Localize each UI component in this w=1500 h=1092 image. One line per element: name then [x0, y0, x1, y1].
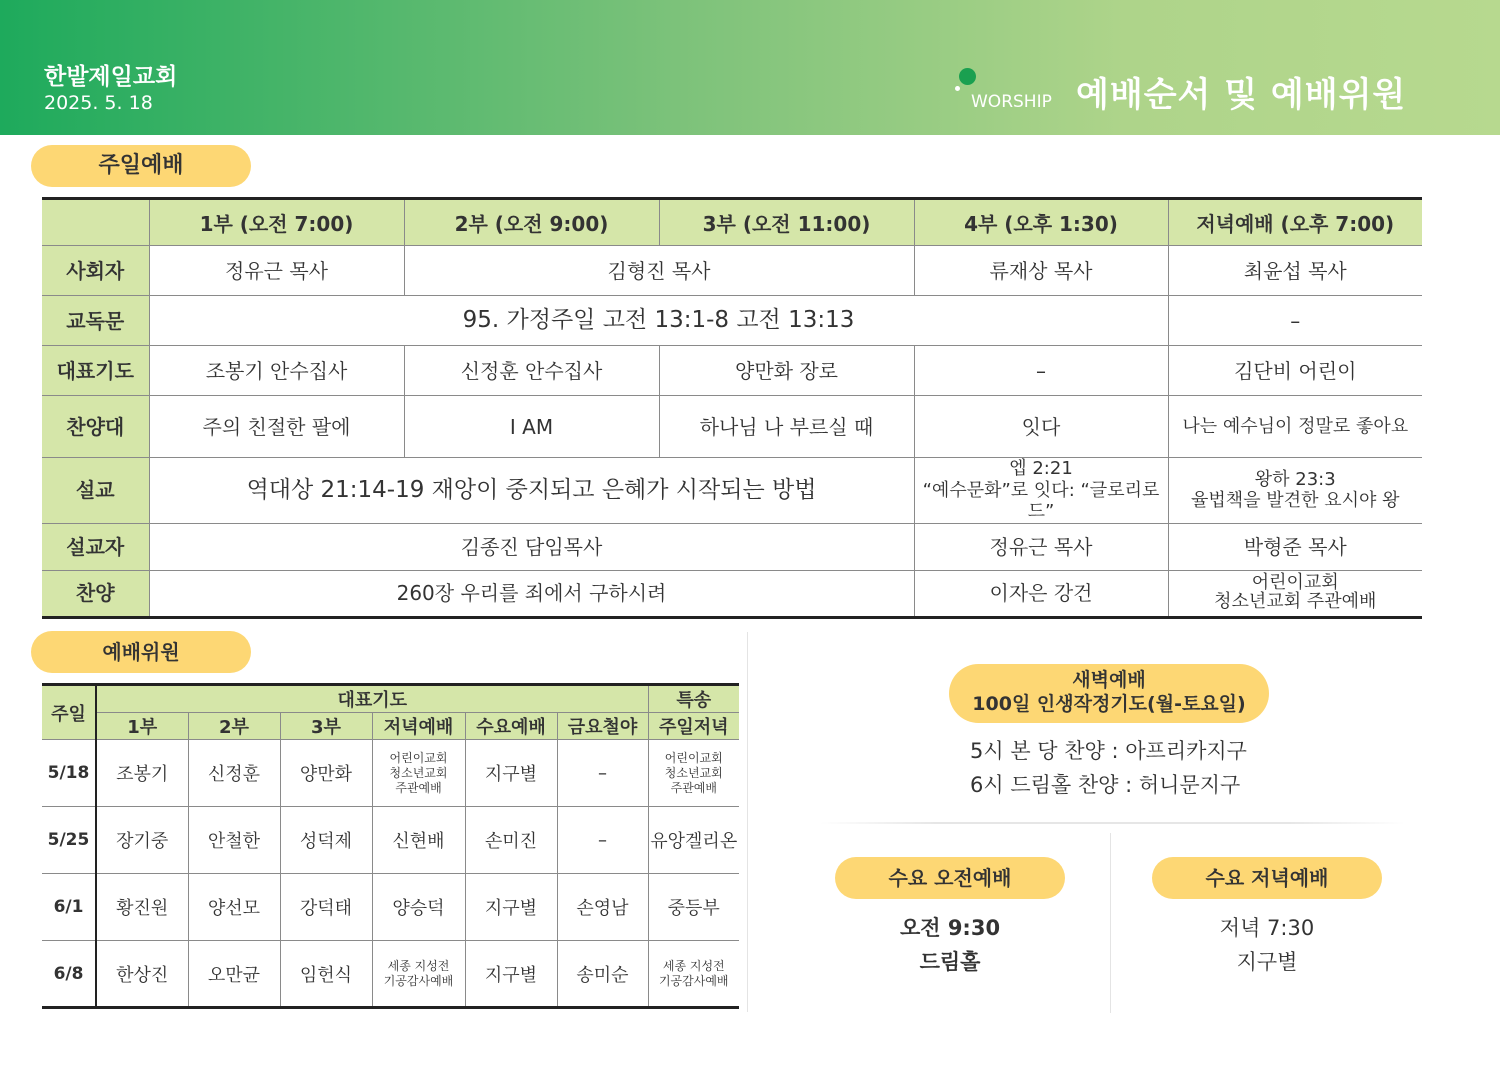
sunday-service-heading: 주일예배 [31, 145, 251, 187]
dawn-service-heading [949, 664, 1269, 723]
row-header: 교독문 [42, 296, 149, 346]
hymn-line: 어린이교회 [1251, 572, 1339, 594]
row-date: 5/25 [42, 807, 96, 874]
small-dot-icon [955, 86, 960, 91]
column-header: 대표기도 [96, 685, 648, 713]
table-row [42, 523, 1422, 570]
wed-morning-info [835, 912, 1065, 979]
table-header-row [42, 685, 739, 713]
service-time: 저녁 7:30 [1219, 916, 1315, 940]
worship-label: WORSHIP [971, 92, 1052, 112]
column-header: 2부 [188, 713, 280, 740]
wed-evening-heading: 수요 저녁예배 [1152, 857, 1382, 899]
table-cell: 김단비 어린이 [1168, 346, 1422, 396]
sermon-scripture: 엡 2:21 [1009, 458, 1073, 479]
cell-line: 청소년교회 [664, 765, 723, 780]
header-banner [0, 0, 1500, 135]
column-header: 1부 (오전 7:00) [149, 199, 404, 246]
table-header-row [42, 713, 739, 740]
column-header: 2부 (오전 9:00) [404, 199, 659, 246]
table-cell: – [1168, 296, 1422, 346]
table-cell: 황진원 [96, 874, 188, 941]
table-cell: 신정훈 [188, 740, 280, 807]
table-cell: 신현배 [372, 807, 465, 874]
column-header: 4부 (오후 1:30) [914, 199, 1168, 246]
sermon-scripture: 왕하 23:3 [1254, 468, 1336, 490]
cell-line: 세종 지성전 [662, 958, 725, 973]
sermon-title: 율법책을 발견한 요시야 왕 [1191, 490, 1400, 512]
committee-heading: 예배위원 [31, 631, 251, 673]
hymn-line: 청소년교회 주관예배 [1214, 591, 1377, 613]
column-header: 3부 [280, 713, 372, 740]
table-cell: 양선모 [188, 874, 280, 941]
table-cell: 이자은 강건 [914, 570, 1168, 617]
section-divider [820, 822, 1405, 824]
table-row [42, 346, 1422, 396]
table-cell: 지구별 [465, 740, 557, 807]
page-title: 예배순서 및 예배위원 [1076, 75, 1407, 115]
table-cell: 신정훈 안수집사 [404, 346, 659, 396]
row-header: 설교자 [42, 523, 149, 570]
column-header: 주일 [42, 685, 96, 740]
table-cell: 주의 친절한 팔에 [149, 396, 404, 458]
table-cell: – [557, 740, 648, 807]
row-header: 설교 [42, 458, 149, 524]
table-cell [372, 941, 465, 1008]
table-cell: 김종진 담임목사 [149, 523, 914, 570]
corner-cell [42, 199, 149, 246]
column-divider [747, 632, 748, 1012]
committee-table [42, 683, 739, 1009]
column-header: 수요예배 [465, 713, 557, 740]
table-cell: 하나님 나 부르실 때 [659, 396, 914, 458]
column-header: 저녁예배 [372, 713, 465, 740]
table-cell: – [914, 346, 1168, 396]
wed-evening-info [1152, 912, 1382, 979]
table-cell: 조봉기 [96, 740, 188, 807]
bulletin-date: 2025. 5. 18 [44, 92, 153, 114]
cell-line: 청소년교회 [389, 765, 448, 780]
service-place: 지구별 [1236, 949, 1298, 974]
table-cell: 안철한 [188, 807, 280, 874]
sermon-title: 역대상 21:14-19 재앙이 중지되고 은혜가 시작되는 방법 [149, 458, 914, 524]
cell-line: 어린이교회 [389, 750, 448, 765]
row-header: 대표기도 [42, 346, 149, 396]
table-cell: 조봉기 안수집사 [149, 346, 404, 396]
dawn-schedule-line: 5시 본 당 찬양 : 아프리카지구 [970, 739, 1247, 763]
cell-line: 기공감사예배 [383, 973, 454, 988]
table-cell: 양만화 장로 [659, 346, 914, 396]
table-cell: 정유근 목사 [149, 246, 404, 296]
cell-line: 주관예배 [670, 780, 717, 795]
table-cell: 박형준 목사 [1168, 523, 1422, 570]
column-divider [1110, 833, 1111, 1013]
table-cell: – [557, 807, 648, 874]
church-name: 한밭제일교회 [44, 64, 178, 90]
column-header: 3부 (오전 11:00) [659, 199, 914, 246]
table-cell: 성덕제 [280, 807, 372, 874]
dawn-subtitle: 100일 인생작정기도(월-토요일) [972, 692, 1246, 715]
sunday-service-table [42, 197, 1422, 619]
cell-line: 주관예배 [395, 780, 442, 795]
table-cell: 중등부 [648, 874, 739, 941]
table-cell: 지구별 [465, 941, 557, 1008]
column-header: 저녁예배 (오후 7:00) [1168, 199, 1422, 246]
cell-line: 기공감사예배 [658, 973, 729, 988]
column-header: 주일저녁 [648, 713, 739, 740]
table-cell: 손영남 [557, 874, 648, 941]
table-cell: 정유근 목사 [914, 523, 1168, 570]
table-cell: 송미순 [557, 941, 648, 1008]
row-header: 사회자 [42, 246, 149, 296]
table-cell [648, 740, 739, 807]
table-cell: 김형진 목사 [404, 246, 914, 296]
table-cell: 최윤섭 목사 [1168, 246, 1422, 296]
table-cell [1168, 570, 1422, 617]
table-row [42, 740, 739, 807]
cell-line: 세종 지성전 [387, 958, 450, 973]
cell-line: 어린이교회 [664, 750, 723, 765]
table-cell: 양만화 [280, 740, 372, 807]
table-cell: I AM [404, 396, 659, 458]
row-date: 6/1 [42, 874, 96, 941]
service-place: 드림홀 [919, 949, 981, 974]
service-time: 오전 9:30 [899, 916, 1001, 940]
table-cell: 류재상 목사 [914, 246, 1168, 296]
table-cell: 나는 예수님이 정말로 좋아요 [1168, 396, 1422, 458]
table-row [42, 296, 1422, 346]
table-row [42, 396, 1422, 458]
table-header-row [42, 199, 1422, 246]
table-cell: 한상진 [96, 941, 188, 1008]
table-row [42, 807, 739, 874]
row-date: 6/8 [42, 941, 96, 1008]
column-header: 금요철야 [557, 713, 648, 740]
table-cell: 장기중 [96, 807, 188, 874]
table-cell: 잇다 [914, 396, 1168, 458]
table-row [42, 941, 739, 1008]
table-row [42, 570, 1422, 617]
dawn-schedule-line: 6시 드림홀 찬양 : 허니문지구 [970, 773, 1241, 797]
table-cell: 95. 가정주일 고전 13:1-8 고전 13:13 [149, 296, 1168, 346]
table-cell [1168, 458, 1422, 524]
sermon-title: “예수문화”로 잇다: “글로리로드” [922, 479, 1160, 523]
table-cell [914, 458, 1168, 524]
table-cell: 손미진 [465, 807, 557, 874]
table-cell: 지구별 [465, 874, 557, 941]
row-header: 찬양 [42, 570, 149, 617]
table-row [42, 458, 1422, 524]
table-cell: 양승덕 [372, 874, 465, 941]
table-cell: 강덕태 [280, 874, 372, 941]
column-header: 특송 [648, 685, 739, 713]
table-cell: 260장 우리를 죄에서 구하시려 [149, 570, 914, 617]
table-cell: 오만균 [188, 941, 280, 1008]
table-cell: 유앙겔리온 [648, 807, 739, 874]
dot-icon [959, 68, 976, 85]
table-row [42, 874, 739, 941]
row-header: 찬양대 [42, 396, 149, 458]
dawn-title: 새벽예배 [1072, 669, 1146, 691]
wed-morning-heading: 수요 오전예배 [835, 857, 1065, 899]
column-header: 1부 [96, 713, 188, 740]
table-cell [648, 941, 739, 1008]
table-row [42, 246, 1422, 296]
table-cell [372, 740, 465, 807]
table-cell: 임헌식 [280, 941, 372, 1008]
row-date: 5/18 [42, 740, 96, 807]
